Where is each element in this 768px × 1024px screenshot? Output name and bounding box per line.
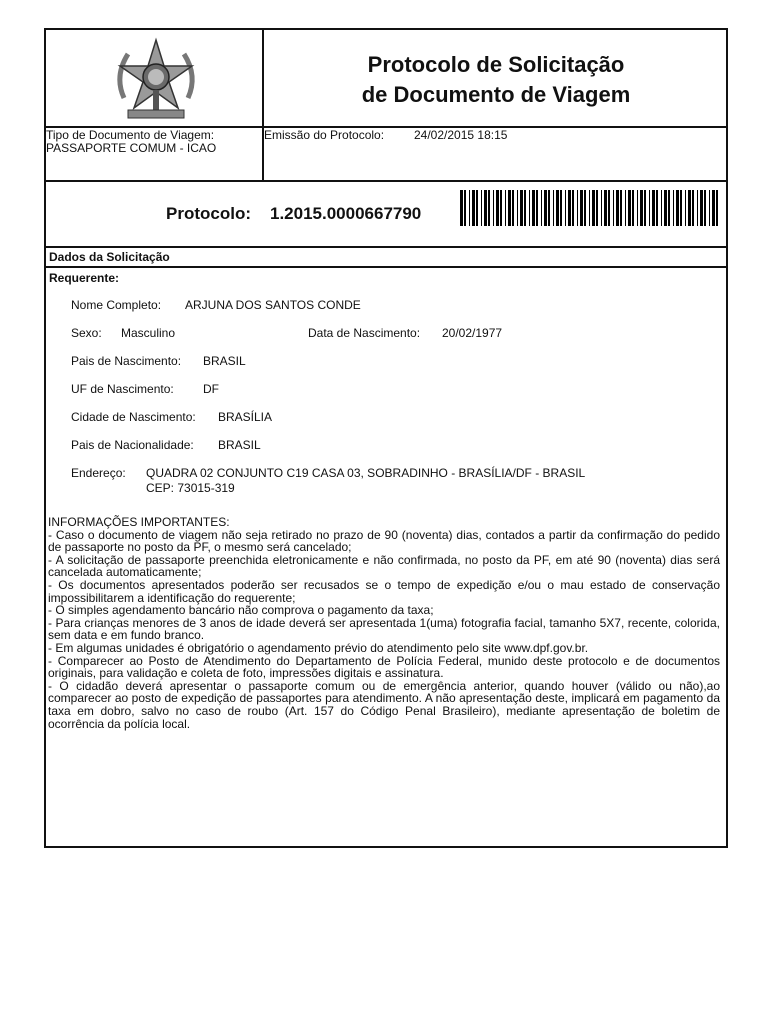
barcode-bar: [544, 190, 547, 226]
dob-value: 20/02/1977: [442, 326, 503, 340]
protocol-number: 1.2015.0000667790: [270, 204, 422, 223]
birth-city-value: BRASÍLIA: [218, 410, 273, 424]
doc-type-label: Tipo de Documento de Viagem:: [46, 128, 215, 142]
section-rule-1: [46, 246, 726, 248]
birth-country-value: BRASIL: [203, 354, 246, 368]
barcode-bar: [688, 190, 691, 226]
barcode-bar: [556, 190, 559, 226]
section-dados-label: Dados da Solicitação: [49, 250, 170, 264]
info-item: - Em algumas unidades é obrigatório o agendamento prévio do atendimento pelo site www.dpf.gov.br.: [48, 640, 589, 655]
barcode-bar: [548, 190, 550, 226]
barcode-bar: [541, 190, 542, 226]
header-divider: [262, 30, 264, 180]
barcode-bar: [644, 190, 646, 226]
barcode-bar: [640, 190, 643, 226]
barcode-bar: [532, 190, 535, 226]
barcode-bar: [512, 190, 514, 226]
barcode-bar: [496, 190, 499, 226]
title-line-2: de Documento de Viagem: [361, 82, 631, 107]
barcode-bar: [709, 190, 710, 226]
sex-value: Masculino: [121, 326, 176, 340]
barcode-bar: [500, 190, 502, 226]
barcode-bar: [508, 190, 511, 226]
barcode-bar: [649, 190, 650, 226]
name-value: ARJUNA DOS SANTOS CONDE: [185, 298, 361, 312]
barcode-bar: [601, 190, 602, 226]
barcode-bar: [704, 190, 706, 226]
barcode-bar: [673, 190, 674, 226]
barcode-bar: [604, 190, 607, 226]
section-rule-2: [46, 266, 726, 268]
barcode-bar: [685, 190, 686, 226]
important-info: [48, 516, 720, 730]
barcode-bar: [520, 190, 523, 226]
barcode-bar: [661, 190, 662, 226]
barcode-bar: [580, 190, 583, 226]
barcode-bar: [620, 190, 622, 226]
barcode: [460, 190, 720, 226]
address-line-2: CEP: 73015-319: [146, 481, 235, 495]
barcode-bar: [553, 190, 554, 226]
page-title: [266, 50, 726, 110]
barcode-bar: [700, 190, 703, 226]
barcode-bar: [565, 190, 566, 226]
barcode-bar: [616, 190, 619, 226]
barcode-bar: [577, 190, 578, 226]
info-item: - Os documentos apresentados poderão ser recusados se o tempo de expedição e/ou o mau estado de conservação impossibilitarem a identificação do requerente;: [48, 577, 720, 605]
barcode-bar: [608, 190, 610, 226]
barcode-bar: [505, 190, 506, 226]
address-line-1: QUADRA 02 CONJUNTO C19 CASA 03, SOBRADINHO - BRASÍLIA/DF - BRASIL: [146, 466, 586, 480]
birth-city-label: Cidade de Nascimento:: [71, 410, 196, 424]
info-item: - Caso o documento de viagem não seja retirado no prazo de 90 (noventa) dias, contados a partir da confirmação do pedido de passaporte no posto da PF, o mesmo será cancelado;: [48, 527, 720, 555]
barcode-bar: [664, 190, 667, 226]
info-item: - A solicitação de passaporte preenchida eletronicamente e não confirmada, no posto da PF, em até 90 (noventa) dias será cancelada automaticamente;: [48, 552, 720, 580]
barcode-bar: [712, 190, 715, 226]
birth-country-label: Pais de Nascimento:: [71, 354, 182, 368]
brazil-coat-of-arms-icon: [106, 36, 206, 126]
name-label: Nome Completo:: [71, 298, 162, 312]
barcode-bar: [589, 190, 590, 226]
info-heading: INFORMAÇÕES IMPORTANTES:: [48, 515, 230, 529]
protocol-label: Protocolo:: [166, 204, 251, 223]
barcode-bar: [656, 190, 658, 226]
dob-label: Data de Nascimento:: [308, 326, 421, 340]
barcode-bar: [493, 190, 494, 226]
birth-uf-label: UF de Nascimento:: [71, 382, 174, 396]
info-item: - Para crianças menores de 3 anos de idade deverá ser apresentada 1(uma) fotografia facial, tamanho 5X7, recente, colorida, sem data e em fundo branco.: [48, 615, 720, 643]
nationality-value: BRASIL: [218, 438, 261, 452]
barcode-bar: [716, 190, 718, 226]
barcode-bar: [596, 190, 598, 226]
address-label: Endereço:: [71, 466, 126, 480]
emission-value: 24/02/2015 18:15: [414, 128, 508, 142]
barcode-bar: [488, 190, 490, 226]
barcode-bar: [517, 190, 518, 226]
barcode-bar: [524, 190, 526, 226]
barcode-bar: [484, 190, 487, 226]
barcode-bar: [529, 190, 530, 226]
info-item: - O cidadão deverá apresentar o passaporte comum ou de emergência anterior, quando houver (válido ou não),ao comparecer ao posto de expedição de passaportes para atendimento. A não apresentação deste, implicará em pagamento da taxa em dobro, salvo no caso de roubo (Art. 157 do Código Penal Brasileiro), mediante apresentação de boletim de ocorrência da polícia local.: [48, 678, 720, 731]
barcode-bar: [469, 190, 470, 226]
barcode-bar: [472, 190, 475, 226]
barcode-bar: [560, 190, 562, 226]
barcode-bar: [680, 190, 682, 226]
barcode-bar: [652, 190, 655, 226]
emission-label: Emissão do Protocolo:: [264, 128, 385, 142]
info-item: - Comparecer ao Posto de Atendimento do Departamento de Polícia Federal, munido deste protocolo e de documentos originais, para validação e coleta de foto, impressões digitais e assinatura.: [48, 653, 720, 681]
barcode-bar: [613, 190, 614, 226]
barcode-bar: [568, 190, 571, 226]
protocol-top-rule: [46, 180, 726, 182]
barcode-bar: [476, 190, 478, 226]
barcode-bar: [632, 190, 634, 226]
barcode-bar: [625, 190, 626, 226]
barcode-bar: [668, 190, 670, 226]
barcode-bar: [460, 190, 463, 226]
barcode-bar: [676, 190, 679, 226]
barcode-bar: [592, 190, 595, 226]
barcode-bar: [536, 190, 538, 226]
barcode-bar: [628, 190, 631, 226]
birth-uf-value: DF: [203, 382, 219, 396]
barcode-bar: [572, 190, 574, 226]
barcode-bar: [637, 190, 638, 226]
document-frame: [44, 28, 728, 848]
sex-label: Sexo:: [71, 326, 102, 340]
info-item: - O simples agendamento bancário não comprova o pagamento da taxa;: [48, 603, 434, 618]
barcode-bar: [697, 190, 698, 226]
barcode-bar: [464, 190, 466, 226]
doc-type-value: PASSAPORTE COMUM - ICAO: [46, 141, 217, 155]
barcode-bar: [692, 190, 694, 226]
barcode-bar: [481, 190, 482, 226]
section-requerente-label: Requerente:: [49, 271, 120, 285]
title-line-1: Protocolo de Solicitação: [367, 52, 625, 77]
nationality-label: Pais de Nacionalidade:: [71, 438, 194, 452]
barcode-bar: [584, 190, 586, 226]
